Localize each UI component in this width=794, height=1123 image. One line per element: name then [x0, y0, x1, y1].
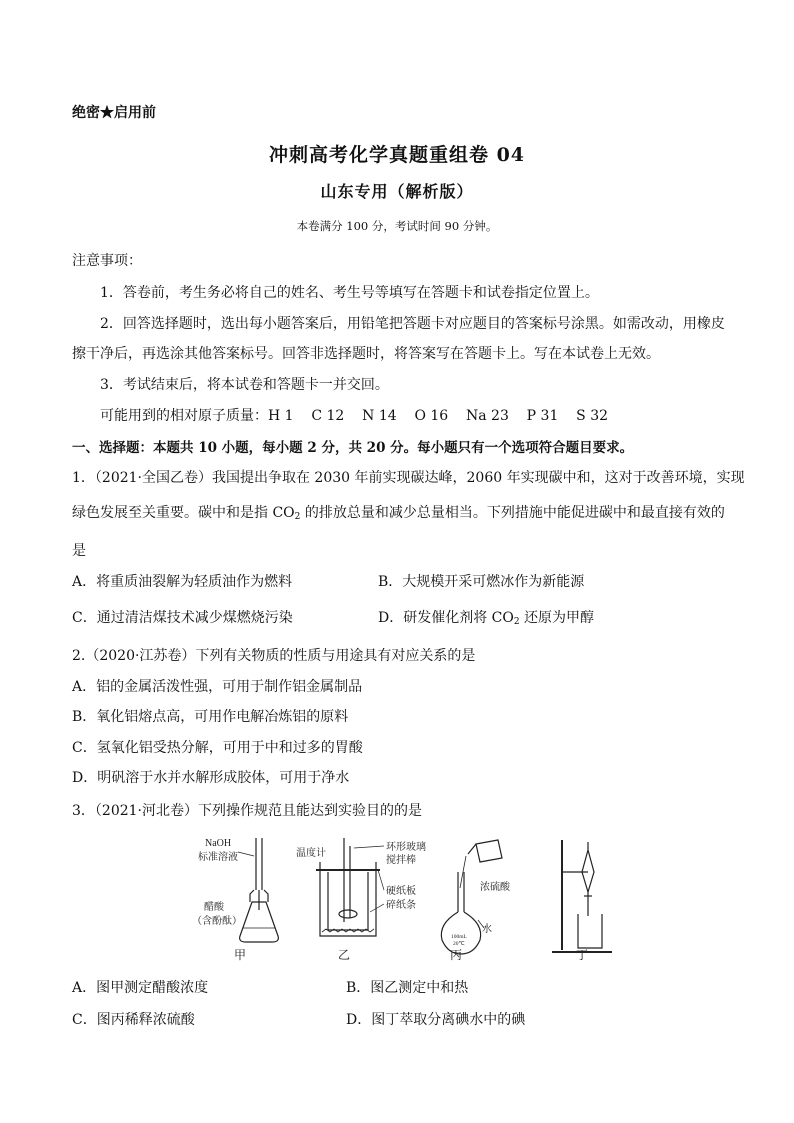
notice-item-1: 1．答卷前，考生务必将自己的姓名、考生号等填写在答题卡和试卷指定位置上。 — [100, 285, 599, 301]
q1-stem-line3: 是 — [72, 543, 86, 559]
caption-bing: 丙 — [450, 948, 463, 962]
q2-option-a: A．铝的金属活泼性强，可用于制作铝金属制品 — [72, 679, 363, 695]
q1-option-d: D．研发催化剂将 $CO_2$ 还原为甲醇 — [378, 610, 595, 627]
notice-item-3: 3．考试结束后，将本试卷和答题卡一并交回。 — [100, 377, 389, 393]
figure-jia — [192, 838, 278, 942]
notice-item-2-cont: 擦干净后，再选涂其他答案标号。回答非选择题时，将答案写在答题卡上。写在本试卷上无效。 — [72, 346, 660, 362]
caption-yi: 乙 — [338, 948, 351, 962]
section-heading: 一、选择题：本题共 10 小题，每小题 2 分，共 20 分。每小题只有一个选项符合题目要求。 — [72, 440, 634, 456]
q3-option-d: D．图丁萃取分离碘水中的碘 — [346, 1012, 526, 1028]
q1-option-a: A．将重质油裂解为轻质油作为燃料 — [72, 574, 293, 590]
q2-option-c: C．氢氧化铝受热分解，可用于中和过多的胃酸 — [72, 740, 363, 756]
q2-option-d: D．明矾溶于水并水解形成胶体，可用于净水 — [72, 770, 350, 786]
bing-label-acid: 浓硫酸 — [480, 882, 510, 893]
jia-label-standard: 标准溶液 — [198, 852, 238, 863]
caption-jia: 甲 — [234, 948, 247, 962]
q1-stem-line1: 1．（2021·全国乙卷）我国提出争取在 2030 年前实现碳达峰，2060 年实现碳中和，这对于改善环境，实现 — [72, 470, 745, 486]
yi-label-paper: 碎纸条 — [386, 900, 416, 911]
figure-yi — [296, 838, 426, 936]
q3-option-a: A．图甲测定醋酸浓度 — [72, 980, 209, 996]
q3-stem: 3．（2021·河北卷）下列操作规范且能达到实验目的的是 — [72, 803, 422, 819]
bing-label-water: 水 — [482, 924, 492, 935]
jia-label-naoh: NaOH — [205, 838, 232, 849]
page-subtitle: 山东专用（解析版） — [320, 182, 474, 201]
figure-bing — [441, 840, 511, 954]
score-time-line: 本卷满分 100 分，考试时间 90 分钟。 — [296, 219, 498, 233]
atomic-mass-line: 可能用到的相对原子质量：H 1 C 12 N 14 O 16 Na 23 P 31 S 32 — [100, 408, 609, 424]
notice-item-2: 2．回答选择题时，选出每小题答案后，用铅笔把答题卡对应题目的答案标号涂黑。如需改动，用橡皮 — [100, 316, 725, 332]
jia-label-acetic: 醋酸 — [204, 902, 224, 913]
figure-ding — [552, 840, 612, 952]
q1-option-c: C．通过清洁煤技术减少煤燃烧污染 — [72, 610, 293, 626]
confidential-mark: 绝密★启用前 — [72, 105, 156, 121]
q2-stem: 2.（2020·江苏卷）下列有关物质的性质与用途具有对应关系的是 — [72, 648, 476, 664]
bing-flask-temp: 20℃ — [453, 941, 465, 947]
yi-label-stirrer2: 搅拌棒 — [386, 855, 416, 866]
q3-option-b: B．图乙测定中和热 — [346, 980, 469, 996]
q2-option-b: B．氧化铝熔点高，可用作电解冶炼铝的原料 — [72, 709, 349, 725]
q3-option-c: C．图丙稀释浓硫酸 — [72, 1012, 195, 1028]
yi-label-stirrer1: 环形玻璃 — [386, 842, 426, 853]
q3-apparatus-figure — [180, 832, 620, 964]
notice-heading: 注意事项： — [72, 253, 142, 269]
q1-option-b: B．大规模开采可燃冰作为新能源 — [378, 574, 585, 590]
page-title: 冲刺高考化学真题重组卷 04 — [268, 144, 526, 166]
jia-label-phenol: （含酚酞） — [192, 916, 242, 927]
caption-ding: 丁 — [576, 948, 589, 962]
yi-label-thermometer: 温度计 — [296, 848, 326, 859]
q1-stem-line2: 绿色发展至关重要。碳中和是指 $CO_2$ 的排放总量和减少总量相当。下列措施中能促进碳中和最直接有效的 — [72, 505, 725, 522]
bing-flask-volume: 100mL — [451, 934, 467, 940]
yi-label-cardboard: 硬纸板 — [386, 886, 416, 897]
